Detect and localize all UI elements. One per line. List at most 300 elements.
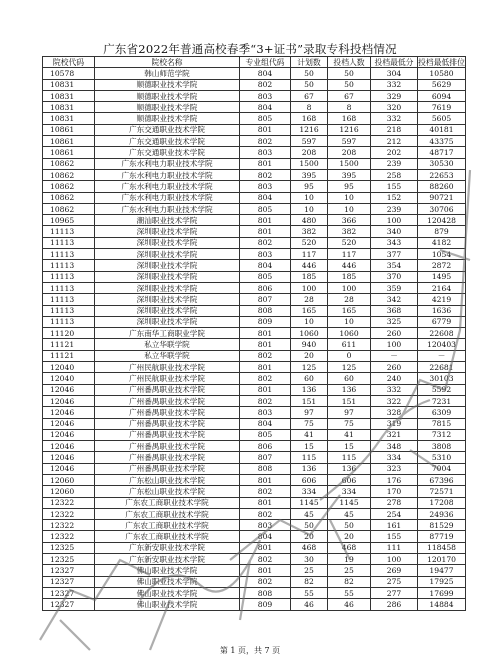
table-cell: 10 [328, 203, 371, 214]
table-cell: 12325 [43, 554, 95, 565]
table-cell: 480 [291, 215, 328, 226]
table-cell: 广东水利电力职业技术学院 [95, 203, 240, 214]
table-cell: 佛山职业技术学院 [95, 599, 240, 610]
table-cell: 12327 [43, 587, 95, 598]
table-cell: 81529 [418, 520, 466, 531]
table-cell: 803 [240, 147, 291, 158]
table-cell: 10 [328, 316, 371, 327]
table-cell: 48717 [418, 147, 466, 158]
table-cell: 136 [328, 463, 371, 474]
table-cell: 6094 [418, 90, 466, 101]
table-cell: 1054 [418, 249, 466, 260]
table-cell: 22653 [418, 169, 466, 180]
table-cell: 118458 [418, 542, 466, 553]
table-cell: 809 [240, 316, 291, 327]
table-row [43, 237, 466, 248]
table-cell: 240 [371, 373, 418, 384]
table-cell: 332 [371, 384, 418, 395]
table-cell: 顺德职业技术学院 [95, 90, 240, 101]
table-row [43, 362, 466, 373]
table-cell: 20 [291, 531, 328, 542]
table-cell: 120428 [418, 215, 466, 226]
table-cell: 100 [371, 339, 418, 350]
table-cell: 115 [328, 452, 371, 463]
table-cell: 45 [291, 508, 328, 519]
table-cell: 808 [240, 305, 291, 316]
table-cell: 12040 [43, 373, 95, 384]
table-cell: 私立华联学院 [95, 350, 240, 361]
table-cell: 深圳职业技术学院 [95, 226, 240, 237]
table-cell: 804 [240, 418, 291, 429]
table-cell: 329 [371, 90, 418, 101]
table-cell: 韩山师范学院 [95, 68, 240, 79]
table-cell: 332 [371, 113, 418, 124]
table-row [43, 373, 466, 384]
table-cell: 97 [291, 407, 328, 418]
table-cell: 807 [240, 452, 291, 463]
table-cell: 803 [240, 249, 291, 260]
table-cell: 20 [328, 531, 371, 542]
table-cell: 802 [240, 350, 291, 361]
table-cell: 12327 [43, 565, 95, 576]
table-cell: 343 [371, 237, 418, 248]
table-cell: 10862 [43, 158, 95, 169]
table-cell: 611 [328, 339, 371, 350]
table-cell: 1060 [328, 328, 371, 339]
table-cell: 广东农工商职业技术学院 [95, 508, 240, 519]
table-cell: 广州番禺职业技术学院 [95, 463, 240, 474]
table-cell: 277 [371, 587, 418, 598]
table-cell: 395 [291, 169, 328, 180]
table-cell: 801 [240, 565, 291, 576]
table-cell: 152 [371, 192, 418, 203]
table-cell: 803 [240, 90, 291, 101]
table-row [43, 542, 466, 553]
table-cell: 803 [240, 520, 291, 531]
table-cell: 11113 [43, 237, 95, 248]
table-cell: 5592 [418, 384, 466, 395]
table-cell: 12046 [43, 452, 95, 463]
table-cell: 1216 [328, 124, 371, 135]
table-cell: 12325 [43, 542, 95, 553]
table-cell: 520 [328, 237, 371, 248]
table-row [43, 384, 466, 395]
table-cell: 304 [371, 68, 418, 79]
table-cell: 10 [291, 192, 328, 203]
table-cell: 382 [328, 226, 371, 237]
table-cell: 10578 [43, 68, 95, 79]
table-row [43, 158, 466, 169]
table-cell: 广州民航职业技术学院 [95, 373, 240, 384]
table-cell: 136 [291, 384, 328, 395]
table-cell: 顺德职业技术学院 [95, 102, 240, 113]
table-cell: 1145 [328, 497, 371, 508]
table-row [43, 113, 466, 124]
table-cell: 806 [240, 282, 291, 293]
table-cell: 801 [240, 497, 291, 508]
table-cell: 17699 [418, 587, 466, 598]
table-cell: 43375 [418, 136, 466, 147]
table-row [43, 192, 466, 203]
table-cell: 6779 [418, 316, 466, 327]
table-row [43, 147, 466, 158]
page-title: 广东省2022年普通高校春季“3+证书”录取专科投档情况 [103, 42, 397, 56]
table-cell: 广州番禺职业技术学院 [95, 395, 240, 406]
table-cell: 377 [371, 249, 418, 260]
table-cell: 60 [291, 373, 328, 384]
table-row [43, 169, 466, 180]
table-cell: 75 [328, 418, 371, 429]
table-cell: 808 [240, 463, 291, 474]
table-cell: 12322 [43, 508, 95, 519]
table-cell: 19477 [418, 565, 466, 576]
table-cell: 286 [371, 599, 418, 610]
table-cell: 185 [291, 271, 328, 282]
table-cell: 28 [328, 294, 371, 305]
table-row [43, 576, 466, 587]
table-cell: 10861 [43, 147, 95, 158]
table-cell: 151 [328, 395, 371, 406]
table-cell: 46 [291, 599, 328, 610]
table-cell: 12060 [43, 474, 95, 485]
table-cell: 11121 [43, 350, 95, 361]
table-cell: 广州番禺职业技术学院 [95, 384, 240, 395]
table-row [43, 68, 466, 79]
table-row [43, 90, 466, 101]
table-cell: 46 [328, 599, 371, 610]
table-cell: 11113 [43, 249, 95, 260]
table-cell: 10862 [43, 192, 95, 203]
table-cell: 10 [291, 316, 328, 327]
table-cell: 802 [240, 486, 291, 497]
table-cell: 24936 [418, 508, 466, 519]
table-cell: 11113 [43, 316, 95, 327]
table-cell: 67396 [418, 474, 466, 485]
header-row [43, 57, 466, 68]
table-cell: 广州番禺职业技术学院 [95, 418, 240, 429]
table-cell: 319 [371, 418, 418, 429]
table-cell: 366 [328, 215, 371, 226]
table-cell: 1216 [291, 124, 328, 135]
table-row [43, 305, 466, 316]
table-cell: 7231 [418, 395, 466, 406]
table-cell: 82 [291, 576, 328, 587]
table-cell: 95 [291, 181, 328, 192]
table-cell: 28 [291, 294, 328, 305]
table-cell: 260 [371, 362, 418, 373]
table-cell: 深圳职业技术学院 [95, 260, 240, 271]
table-row [43, 215, 466, 226]
table-cell: 12322 [43, 531, 95, 542]
table-cell: 10831 [43, 90, 95, 101]
table-cell: 深圳职业技术学院 [95, 305, 240, 316]
table-cell: 67 [328, 90, 371, 101]
table-cell: 15 [328, 441, 371, 452]
table-cell: 468 [328, 542, 371, 553]
table-cell: 55 [328, 587, 371, 598]
table-header [43, 57, 466, 68]
table-cell: 19 [328, 554, 371, 565]
table-cell: 136 [328, 384, 371, 395]
table-body [43, 68, 466, 610]
table-cell: 2164 [418, 282, 466, 293]
table-cell: 12040 [43, 362, 95, 373]
table-cell: 1500 [291, 158, 328, 169]
table-cell: 170 [371, 486, 418, 497]
table-cell: 12327 [43, 599, 95, 610]
table-cell: 323 [371, 463, 418, 474]
table-cell: 136 [291, 463, 328, 474]
table-cell: 10862 [43, 203, 95, 214]
table-cell: 10 [291, 203, 328, 214]
table-cell: 161 [371, 520, 418, 531]
table-cell: 334 [371, 452, 418, 463]
table-cell: 14884 [418, 599, 466, 610]
table-cell: 佛山职业技术学院 [95, 587, 240, 598]
table-cell: 803 [240, 181, 291, 192]
table-cell: 801 [240, 362, 291, 373]
table-cell: 801 [240, 339, 291, 350]
table-cell: 67 [291, 90, 328, 101]
table-cell: 45 [328, 508, 371, 519]
table-cell: 潮汕职业技术学院 [95, 215, 240, 226]
table-cell: 520 [291, 237, 328, 248]
table-cell: 50 [328, 520, 371, 531]
table-cell: 12060 [43, 486, 95, 497]
table-cell: 2872 [418, 260, 466, 271]
table-cell: 顺德职业技术学院 [95, 79, 240, 90]
table-cell: 115 [291, 452, 328, 463]
table-cell: 804 [240, 192, 291, 203]
table-cell: 广东松山职业技术学院 [95, 474, 240, 485]
table-row [43, 407, 466, 418]
table-cell: － [418, 350, 466, 361]
table-cell: 802 [240, 136, 291, 147]
table-cell: 20 [291, 350, 328, 361]
table-cell: 606 [328, 474, 371, 485]
table-row [43, 497, 466, 508]
table-row [43, 316, 466, 327]
table-cell: 446 [291, 260, 328, 271]
table-row [43, 339, 466, 350]
table-cell: 239 [371, 203, 418, 214]
table-cell: 10861 [43, 136, 95, 147]
table-cell: 1145 [291, 497, 328, 508]
table-row [43, 599, 466, 610]
table-cell: 88260 [418, 181, 466, 192]
table-cell: 50 [291, 520, 328, 531]
table-cell: 802 [240, 508, 291, 519]
table-cell: 802 [240, 237, 291, 248]
table-cell: 11113 [43, 305, 95, 316]
table-cell: 275 [371, 576, 418, 587]
table-cell: 50 [328, 79, 371, 90]
table-cell: 10580 [418, 68, 466, 79]
table-cell: 120403 [418, 339, 466, 350]
table-cell: 804 [240, 102, 291, 113]
table-row [43, 294, 466, 305]
table-cell: 87719 [418, 531, 466, 542]
table-cell: 260 [371, 328, 418, 339]
table-cell: 深圳职业技术学院 [95, 249, 240, 260]
table-cell: 40181 [418, 124, 466, 135]
table-row [43, 463, 466, 474]
table-cell: 12046 [43, 407, 95, 418]
table-row [43, 565, 466, 576]
table-cell: 802 [240, 79, 291, 90]
table-cell: 广东水利电力职业技术学院 [95, 181, 240, 192]
table-cell: 395 [328, 169, 371, 180]
table-cell: 佛山职业技术学院 [95, 565, 240, 576]
table-cell: 212 [371, 136, 418, 147]
table-cell: 805 [240, 271, 291, 282]
table-row [43, 249, 466, 260]
table-cell: 4182 [418, 237, 466, 248]
table-row [43, 531, 466, 542]
table-cell: 446 [328, 260, 371, 271]
table-cell: 801 [240, 215, 291, 226]
table-row [43, 508, 466, 519]
table-cell: 100 [291, 282, 328, 293]
table-cell: 340 [371, 226, 418, 237]
table-row [43, 418, 466, 429]
table-cell: 278 [371, 497, 418, 508]
table-cell: 3808 [418, 441, 466, 452]
table-cell: 802 [240, 554, 291, 565]
table-cell: 801 [240, 542, 291, 553]
table-cell: 广州民航职业技术学院 [95, 362, 240, 373]
table-cell: 7619 [418, 102, 466, 113]
table-cell: 328 [371, 407, 418, 418]
table-row [43, 587, 466, 598]
table-cell: 75 [291, 418, 328, 429]
table-cell: 342 [371, 294, 418, 305]
table-cell: 私立华联学院 [95, 339, 240, 350]
table-cell: 广东新安职业技术学院 [95, 554, 240, 565]
column-header: 院校名称 [95, 57, 240, 68]
table-cell: 370 [371, 271, 418, 282]
column-header: 投档人数 [328, 57, 371, 68]
table-cell: 801 [240, 328, 291, 339]
table-cell: 12046 [43, 429, 95, 440]
table-cell: 168 [291, 113, 328, 124]
table-cell: 804 [240, 531, 291, 542]
table-cell: 深圳职业技术学院 [95, 237, 240, 248]
table-cell: 6309 [418, 407, 466, 418]
column-header: 投档最低分 [371, 57, 418, 68]
table-cell: 5310 [418, 452, 466, 463]
table-cell: 深圳职业技术学院 [95, 294, 240, 305]
table-cell: 深圳职业技术学院 [95, 282, 240, 293]
table-cell: 17925 [418, 576, 466, 587]
table-cell: 12327 [43, 576, 95, 587]
table-row [43, 136, 466, 147]
table-cell: 72571 [418, 486, 466, 497]
table-cell: 30 [291, 554, 328, 565]
table-cell: 100 [328, 282, 371, 293]
table-cell: 334 [328, 486, 371, 497]
table-cell: 82 [328, 576, 371, 587]
table-cell: 320 [371, 102, 418, 113]
table-row [43, 282, 466, 293]
table-cell: 176 [371, 474, 418, 485]
table-cell: 广州番禺职业技术学院 [95, 407, 240, 418]
table-cell: 12046 [43, 384, 95, 395]
table-row [43, 226, 466, 237]
table-cell: 广东交通职业技术学院 [95, 124, 240, 135]
table-row [43, 452, 466, 463]
table-cell: 50 [328, 68, 371, 79]
table-cell: 801 [240, 226, 291, 237]
table-cell: 359 [371, 282, 418, 293]
table-cell: 151 [291, 395, 328, 406]
table-cell: 41 [291, 429, 328, 440]
table-cell: 广东水利电力职业技术学院 [95, 192, 240, 203]
table-cell: 100 [371, 215, 418, 226]
table-cell: 806 [240, 441, 291, 452]
table-cell: 258 [371, 169, 418, 180]
table-cell: 155 [371, 181, 418, 192]
table-row [43, 181, 466, 192]
table-cell: 10831 [43, 102, 95, 113]
table-cell: 1060 [291, 328, 328, 339]
table-row [43, 474, 466, 485]
column-header: 专业组代码 [240, 57, 291, 68]
table-cell: 广东南华工商职业学院 [95, 328, 240, 339]
table-cell: 10831 [43, 79, 95, 90]
table-cell: 11113 [43, 260, 95, 271]
table-cell: 深圳职业技术学院 [95, 316, 240, 327]
table-cell: 深圳职业技术学院 [95, 271, 240, 282]
table-row [43, 102, 466, 113]
table-cell: 11113 [43, 294, 95, 305]
table-cell: 广东水利电力职业技术学院 [95, 169, 240, 180]
table-cell: 广东交通职业技术学院 [95, 136, 240, 147]
table-cell: 804 [240, 260, 291, 271]
table-cell: 97 [328, 407, 371, 418]
table-cell: 8 [328, 102, 371, 113]
column-header: 计划数 [291, 57, 328, 68]
table-row [43, 429, 466, 440]
table-cell: 805 [240, 113, 291, 124]
table-cell: 807 [240, 294, 291, 305]
table-cell: 805 [240, 203, 291, 214]
table-cell: 1495 [418, 271, 466, 282]
table-cell: 7004 [418, 463, 466, 474]
table-cell: 804 [240, 68, 291, 79]
table-row [43, 328, 466, 339]
table-cell: 185 [328, 271, 371, 282]
table-cell: 125 [328, 362, 371, 373]
table-row [43, 260, 466, 271]
table-cell: － [371, 350, 418, 361]
table-cell: 广东新安职业技术学院 [95, 542, 240, 553]
table-cell: 11113 [43, 282, 95, 293]
table-cell: 12046 [43, 463, 95, 474]
table-row [43, 486, 466, 497]
table-cell: 25 [291, 565, 328, 576]
table-cell: 22681 [418, 362, 466, 373]
table-cell: 4219 [418, 294, 466, 305]
table-cell: 90721 [418, 192, 466, 203]
table-cell: 802 [240, 169, 291, 180]
table-cell: 95 [328, 181, 371, 192]
table-cell: 117 [328, 249, 371, 260]
table-cell: 12322 [43, 497, 95, 508]
table-cell: 10 [328, 192, 371, 203]
table-cell: 809 [240, 599, 291, 610]
table-cell: 广东农工商职业技术学院 [95, 520, 240, 531]
